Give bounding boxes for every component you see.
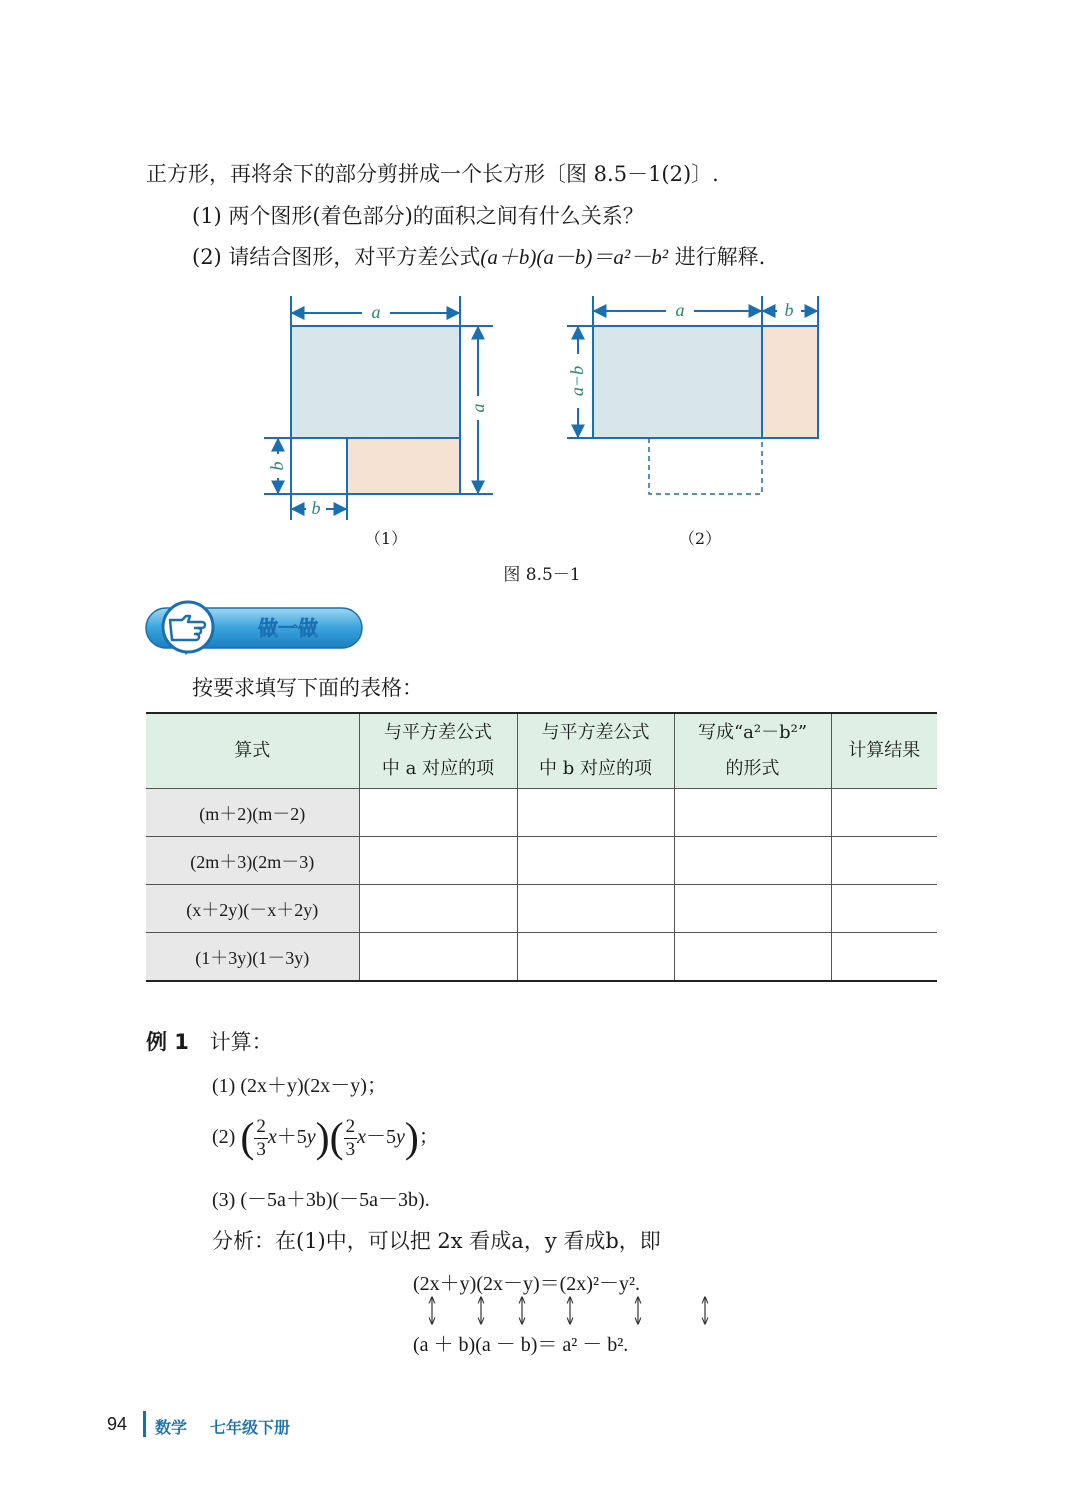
header-b-term xyxy=(517,713,674,789)
table-row xyxy=(146,837,937,885)
cell-difference-form[interactable] xyxy=(674,885,831,933)
cell-a-term[interactable] xyxy=(359,837,517,885)
cell-b-term[interactable] xyxy=(517,933,674,982)
activity-title: 做一做 xyxy=(258,616,318,640)
figure-part-1 xyxy=(264,296,493,520)
header-b-term-line1: 与平方差公式 xyxy=(541,722,650,743)
label-b-bottom: b xyxy=(311,498,321,518)
header-difference-form xyxy=(674,713,831,789)
dashed-outline xyxy=(649,438,762,494)
label-a-right: a xyxy=(468,403,488,413)
blue-rectangle xyxy=(593,326,762,438)
table-row xyxy=(146,789,937,837)
activity-instruction: 按要求填写下面的表格： xyxy=(192,676,423,700)
cell-result[interactable] xyxy=(831,789,937,837)
header-result: 计算结果 xyxy=(831,713,937,789)
intro-line1: 正方形，再将余下的部分剪拼成一个长方形〔图 8.5－1(2)〕. xyxy=(146,162,719,186)
cell-a-term[interactable] xyxy=(359,885,517,933)
figure-part-2 xyxy=(567,296,818,494)
example-task: 计算： xyxy=(209,1030,273,1054)
table-header-row xyxy=(146,713,937,789)
footer-divider xyxy=(143,1411,146,1437)
cell-a-term[interactable] xyxy=(359,789,517,837)
header-expression: 算式 xyxy=(146,713,359,789)
fraction: $\frac{2}{3}$ xyxy=(345,1116,356,1160)
cell-difference-form[interactable] xyxy=(674,837,831,885)
subcaption-2: （2） xyxy=(678,529,722,548)
header-b-term-line2: 中 b 对应的项 xyxy=(539,758,652,779)
example-analysis: 分析：在(1)中，可以把 2x 看成a，y 看成b，即 xyxy=(212,1229,661,1253)
fraction: $\frac{2}{3}$ xyxy=(256,1116,266,1160)
blue-region xyxy=(291,326,460,438)
example-item-3: (3) (－5a＋3b)(－5a－3b). xyxy=(212,1189,430,1211)
cell-difference-form[interactable] xyxy=(674,789,831,837)
correspondence-arrows xyxy=(413,1294,733,1328)
cell-b-term[interactable] xyxy=(517,885,674,933)
header-a-term-line1: 与平方差公式 xyxy=(384,722,492,743)
label-a-top-2: a xyxy=(675,300,685,320)
row-expression: (2m＋3)(2m－3) xyxy=(146,837,359,885)
cell-b-term[interactable] xyxy=(517,837,674,885)
subcaption-1: （1） xyxy=(364,529,408,548)
fill-in-table xyxy=(146,712,937,982)
question-2-prefix: (2) 请结合图形，对平方差公式 xyxy=(192,245,481,269)
peach-rectangle xyxy=(762,326,818,438)
cell-a-term[interactable] xyxy=(359,933,517,982)
cell-result[interactable] xyxy=(831,933,937,982)
example-item-1: (1) (2x＋y)(2x－y)； xyxy=(212,1075,387,1097)
activity-banner xyxy=(142,600,372,660)
cell-result[interactable] xyxy=(831,837,937,885)
label-b-top-2: b xyxy=(784,300,794,320)
equation-top: (2x＋y)(2x－y)＝(2x)²－y². xyxy=(413,1273,640,1295)
figure-caption: 图 8.5－1 xyxy=(503,565,581,585)
footer-grade: 七年级下册 xyxy=(210,1420,291,1437)
row-expression: (m＋2)(m－2) xyxy=(146,789,359,837)
label-a-minus-b: a−b xyxy=(567,365,587,397)
cell-b-term[interactable] xyxy=(517,789,674,837)
header-difference-form-line1: 写成“a²－b²” xyxy=(697,722,808,743)
label-b-left: b xyxy=(267,461,287,471)
question-2-formula: (a＋b)(a－b)＝a²－b² xyxy=(480,245,668,269)
equation-bottom: (a ＋ b)(a － b)＝ a² － b². xyxy=(413,1334,629,1356)
table-row xyxy=(146,885,937,933)
example-label: 例 1 xyxy=(146,1030,189,1054)
header-a-term xyxy=(359,713,517,789)
cell-result[interactable] xyxy=(831,885,937,933)
footer-subject: 数学 xyxy=(155,1420,188,1437)
row-expression: (1＋3y)(1－3y) xyxy=(146,933,359,982)
example-header xyxy=(146,1026,273,1056)
cell-difference-form[interactable] xyxy=(674,933,831,982)
page-number: 94 xyxy=(107,1414,128,1434)
header-a-term-line2: 中 a 对应的项 xyxy=(381,758,495,779)
question-1: (1) 两个图形(着色部分)的面积之间有什么关系？ xyxy=(192,204,644,228)
label-a-top: a xyxy=(371,302,381,322)
figure-8-5-1 xyxy=(0,0,1065,600)
cut-square xyxy=(291,438,347,494)
peach-region xyxy=(347,438,460,494)
header-difference-form-line2: 的形式 xyxy=(725,758,780,779)
example-item-2: (2) ( $\frac{2}{3}$ x＋5y)( $\frac{2}{3}$ x－5y)； xyxy=(212,1115,439,1162)
row-expression: (x＋2y)(－x＋2y) xyxy=(146,885,359,933)
question-2-suffix: 进行解释. xyxy=(674,245,766,269)
table-row xyxy=(146,933,937,982)
